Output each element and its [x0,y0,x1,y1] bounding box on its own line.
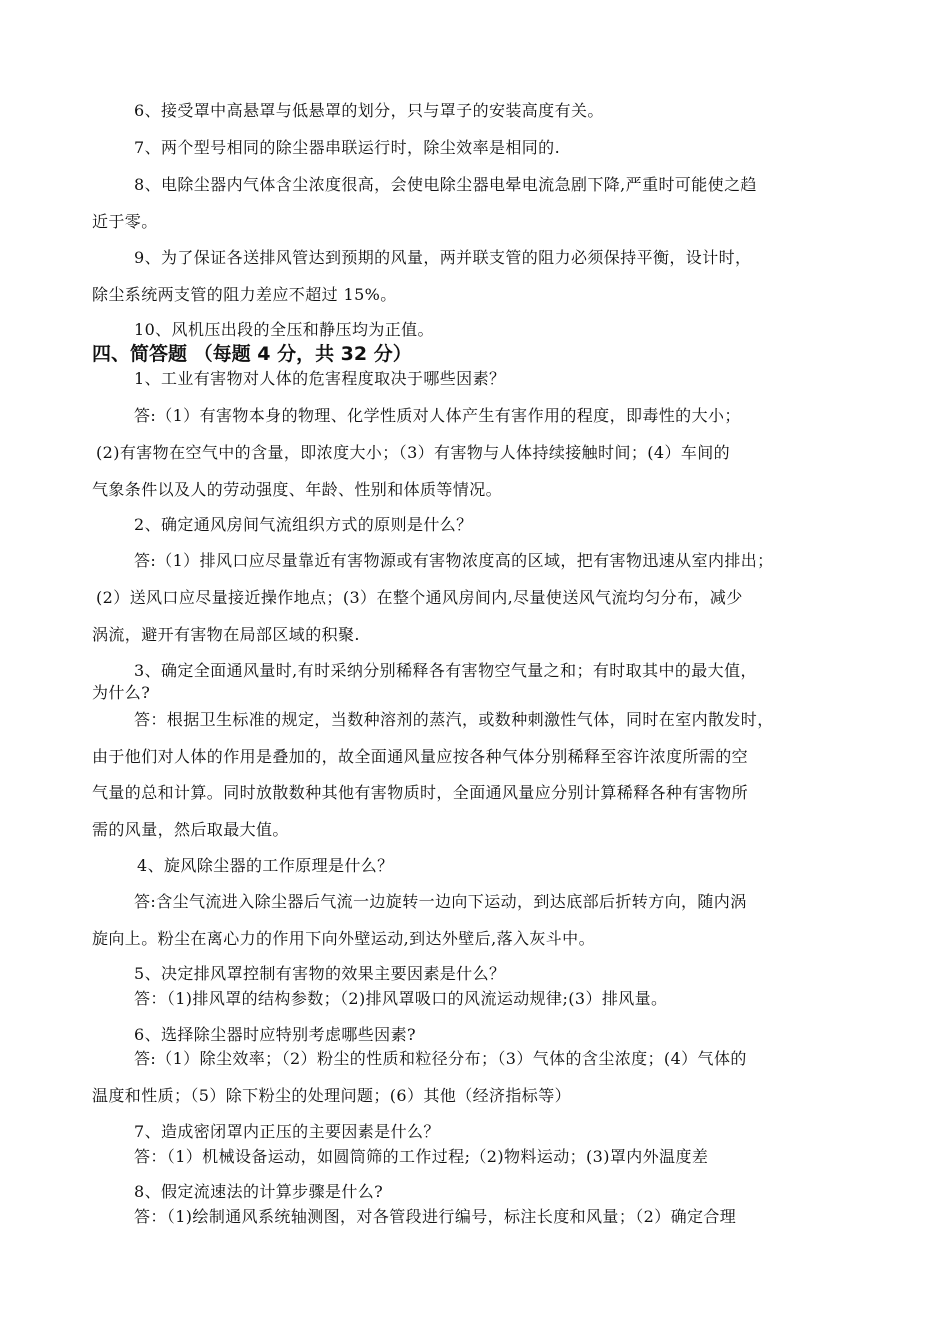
answer-8: 答：（1)绘制通风系统轴测图，对各管段进行编号，标注长度和风量；（2）确定合理 [134,1207,737,1226]
item-6: 6、接受罩中高悬罩与低悬罩的划分，只与罩子的安装高度有关。 [134,101,604,120]
answer-4-line-2: 旋向上。粉尘在离心力的作用下向外壁运动,到达外壁后,落入灰斗中。 [92,929,595,948]
question-5: 5、决定排风罩控制有害物的效果主要因素是什么？ [134,964,506,983]
answer-6-line-1: 答:（1）除尘效率；（2）粉尘的性质和粒径分布；（3）气体的含尘浓度；(4）气体的 [134,1049,747,1068]
item-10: 10、风机压出段的全压和静压均为正值。 [134,320,434,339]
item-7: 7、两个型号相同的除尘器串联运行时，除尘效率是相同的. [134,138,561,157]
question-3-line-1: 3、确定全面通风量时,有时采纳分别稀释各有害物空气量之和；有时取其中的最大值， [134,661,757,680]
answer-4-line-1: 答:含尘气流进入除尘器后气流一边旋转一边向下运动，到达底部后折转方向，随内涡 [134,892,747,911]
answer-1-line-3: 气象条件以及人的劳动强度、年龄、性别和体质等情况。 [92,480,503,499]
answer-7: 答：（1）机械设备运动，如圆筒筛的工作过程;（2)物料运动；(3)罩内外温度差 [134,1147,709,1166]
answer-1-line-2: (2)有害物在空气中的含量，即浓度大小；（3）有害物与人体持续接触时间；(4）车间的 [96,443,731,462]
answer-2-line-1: 答:（1）排风口应尽量靠近有害物源或有害物浓度高的区域，把有害物迅速从室内排出； [134,551,774,570]
question-6: 6、选择除尘器时应特别考虑哪些因素? [134,1025,416,1044]
answer-2-line-2: (2）送风口应尽量接近操作地点；(3）在整个通风房间内,尽量使送风气流均匀分布，减少 [96,588,743,607]
question-4: 4、旋风除尘器的工作原理是什么？ [137,856,394,875]
answer-5: 答：（1)排风罩的结构参数；（2)排风罩吸口的风流运动规律;(3）排风量。 [134,989,668,1008]
question-3-line-2: 为什么? [92,683,151,702]
question-7: 7、造成密闭罩内正压的主要因素是什么？ [134,1122,440,1141]
answer-3-line-4: 需的风量，然后取最大值。 [92,820,289,839]
answer-3-line-2: 由于他们对人体的作用是叠加的，故全面通风量应按各种气体分别稀释至容许浓度所需的空 [92,747,749,766]
question-8: 8、假定流速法的计算步骤是什么? [134,1182,384,1201]
answer-2-line-3: 涡流，避开有害物在局部区域的积聚. [92,625,360,644]
item-8-line-2: 近于零。 [92,212,158,231]
answer-3-line-3: 气量的总和计算。同时放散数种其他有害物质时，全面通风量应分别计算稀释各种有害物所 [92,783,749,802]
answer-1-line-1: 答:（1）有害物本身的物理、化学性质对人体产生有害作用的程度，即毒性的大小； [134,406,741,425]
answer-6-line-2: 温度和性质；（5）除下粉尘的处理问题；(6）其他（经济指标等） [92,1086,572,1105]
section-heading: 四、简答题 （每题 4 分，共 32 分） [92,343,412,365]
item-9-line-1: 9、为了保证各送排风管达到预期的风量，两并联支管的阻力必须保持平衡，设计时， [134,248,752,267]
item-9-line-2: 除尘系统两支管的阻力差应不超过 15%。 [92,285,397,304]
question-2: 2、确定通风房间气流组织方式的原则是什么？ [134,515,473,534]
item-8-line-1: 8、电除尘器内气体含尘浓度很高，会使电除尘器电晕电流急剧下降,严重时可能使之趋 [134,175,757,194]
answer-3-line-1: 答：根据卫生标准的规定，当数种溶剂的蒸汽，或数种刺激性气体，同时在室内散发时， [134,710,774,729]
question-1: 1、工业有害物对人体的危害程度取决于哪些因素？ [134,369,506,388]
